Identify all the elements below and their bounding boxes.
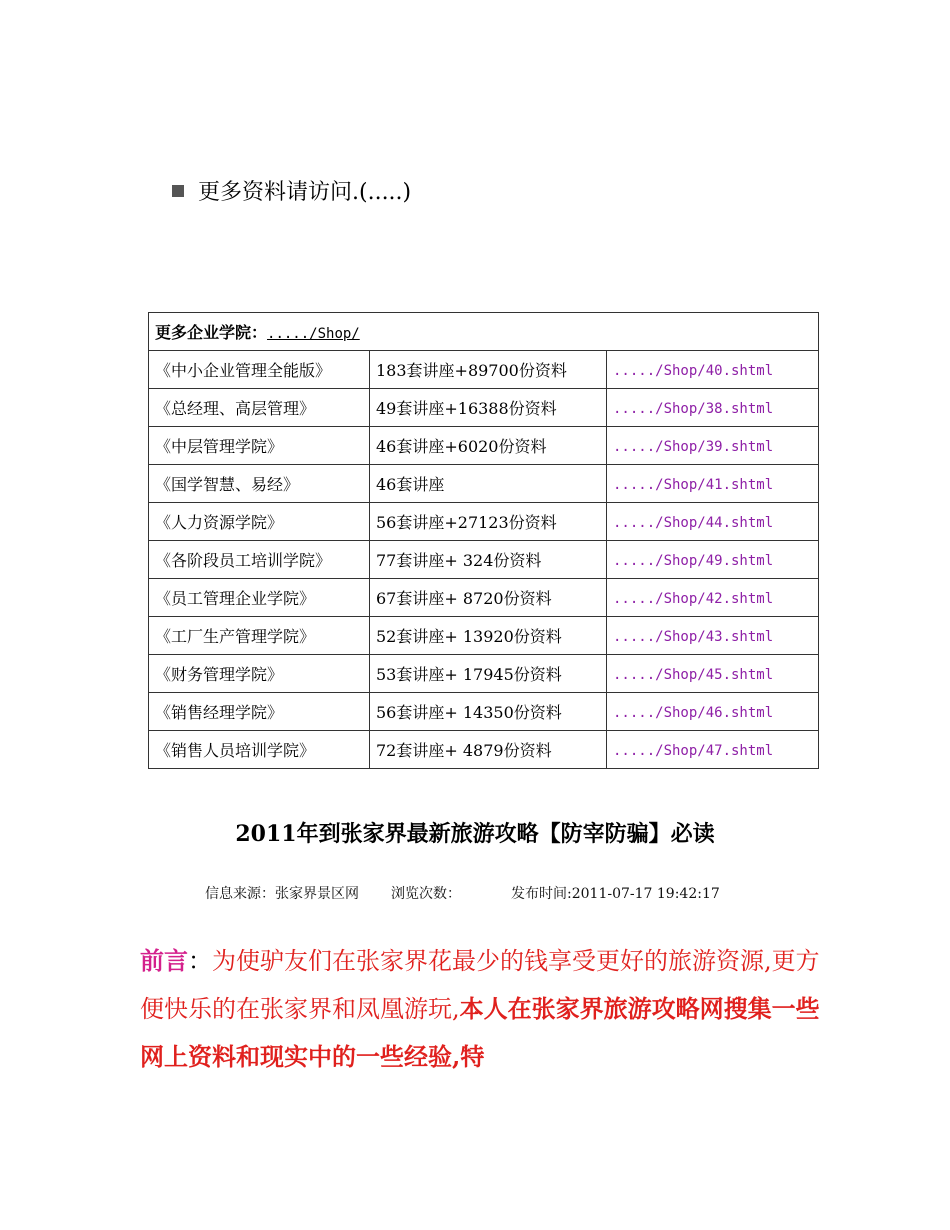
academy-description: 56套讲座+ 14350份资料 <box>370 693 607 731</box>
academy-name: 《销售人员培训学院》 <box>149 731 370 769</box>
academy-link[interactable]: ...../Shop/39.shtml <box>613 439 774 455</box>
academy-name: 《工厂生产管理学院》 <box>149 617 370 655</box>
table-row <box>149 465 819 503</box>
academy-link-cell <box>607 541 819 579</box>
academy-link[interactable]: ...../Shop/43.shtml <box>613 629 774 645</box>
academy-link[interactable]: ...../Shop/38.shtml <box>613 401 774 417</box>
academy-name: 《国学智慧、易经》 <box>149 465 370 503</box>
shop-link[interactable]: ...../Shop/ <box>267 326 360 342</box>
academy-link-cell <box>607 579 819 617</box>
header-label: 更多企业学院： <box>155 323 268 342</box>
academy-link[interactable]: ...../Shop/45.shtml <box>613 667 774 683</box>
academy-link-cell <box>607 427 819 465</box>
table-row <box>149 655 819 693</box>
intro-lead: 前言 <box>140 946 188 975</box>
source-text: 信息来源：张家界景区网 <box>205 886 359 902</box>
academy-link[interactable]: ...../Shop/41.shtml <box>613 477 774 493</box>
academy-name: 《各阶段员工培训学院》 <box>149 541 370 579</box>
academy-link[interactable]: ...../Shop/49.shtml <box>613 553 774 569</box>
table-row <box>149 617 819 655</box>
academy-description: 72套讲座+ 4879份资料 <box>370 731 607 769</box>
table-row <box>149 389 819 427</box>
academy-link[interactable]: ...../Shop/40.shtml <box>613 363 774 379</box>
academy-link[interactable]: ...../Shop/44.shtml <box>613 515 774 531</box>
table-header-row <box>149 313 819 351</box>
article-meta <box>205 884 720 904</box>
academy-link-cell <box>607 503 819 541</box>
academy-name: 《销售经理学院》 <box>149 693 370 731</box>
table-row <box>149 541 819 579</box>
academy-name: 《人力资源学院》 <box>149 503 370 541</box>
academy-link-cell <box>607 351 819 389</box>
academy-link-cell <box>607 731 819 769</box>
academy-name: 《财务管理学院》 <box>149 655 370 693</box>
table-row <box>149 693 819 731</box>
academy-description: 46套讲座 <box>370 465 607 503</box>
academy-name: 《员工管理企业学院》 <box>149 579 370 617</box>
academy-name: 《中小企业管理全能版》 <box>149 351 370 389</box>
intro-colon: ： <box>188 947 212 975</box>
academy-name: 《总经理、高层管理》 <box>149 389 370 427</box>
academy-link[interactable]: ...../Shop/42.shtml <box>613 591 774 607</box>
published-text: 发布时间:2011-07-17 19:42:17 <box>511 886 720 902</box>
table-row <box>149 731 819 769</box>
resource-bullet <box>172 178 411 208</box>
academy-description: 46套讲座+6020份资料 <box>370 427 607 465</box>
resource-bullet-text: 更多资料请访问.(.....) <box>198 180 412 205</box>
academy-description: 56套讲座+27123份资料 <box>370 503 607 541</box>
academy-description: 53套讲座+ 17945份资料 <box>370 655 607 693</box>
intro-bold-text: 本人在张家界旅游攻略网搜集一些网上资料和现实中的一些经验,特 <box>140 994 820 1071</box>
academy-name: 《中层管理学院》 <box>149 427 370 465</box>
square-bullet-icon <box>172 185 184 197</box>
table-row <box>149 427 819 465</box>
academy-description: 77套讲座+ 324份资料 <box>370 541 607 579</box>
table-header-cell <box>149 313 819 351</box>
table-row <box>149 503 819 541</box>
intro-paragraph <box>140 937 830 1081</box>
table-row <box>149 579 819 617</box>
article-title: 2011年到张家界最新旅游攻略【防宰防骗】必读 <box>235 821 715 847</box>
academy-table <box>148 312 819 769</box>
intro-normal-text: 为使驴友们在张家界花最少的钱享受更好的旅游资源,更方便快乐的在张家界和凤凰游玩, <box>140 947 820 1023</box>
academy-description: 67套讲座+ 8720份资料 <box>370 579 607 617</box>
academy-link-cell <box>607 693 819 731</box>
academy-link[interactable]: ...../Shop/46.shtml <box>613 705 774 721</box>
academy-description: 49套讲座+16388份资料 <box>370 389 607 427</box>
academy-description: 183套讲座+89700份资料 <box>370 351 607 389</box>
academy-link-cell <box>607 617 819 655</box>
views-text: 浏览次数： <box>391 886 461 902</box>
academy-description: 52套讲座+ 13920份资料 <box>370 617 607 655</box>
academy-link-cell <box>607 655 819 693</box>
academy-link[interactable]: ...../Shop/47.shtml <box>613 743 774 759</box>
academy-link-cell <box>607 389 819 427</box>
table-row <box>149 351 819 389</box>
academy-link-cell <box>607 465 819 503</box>
